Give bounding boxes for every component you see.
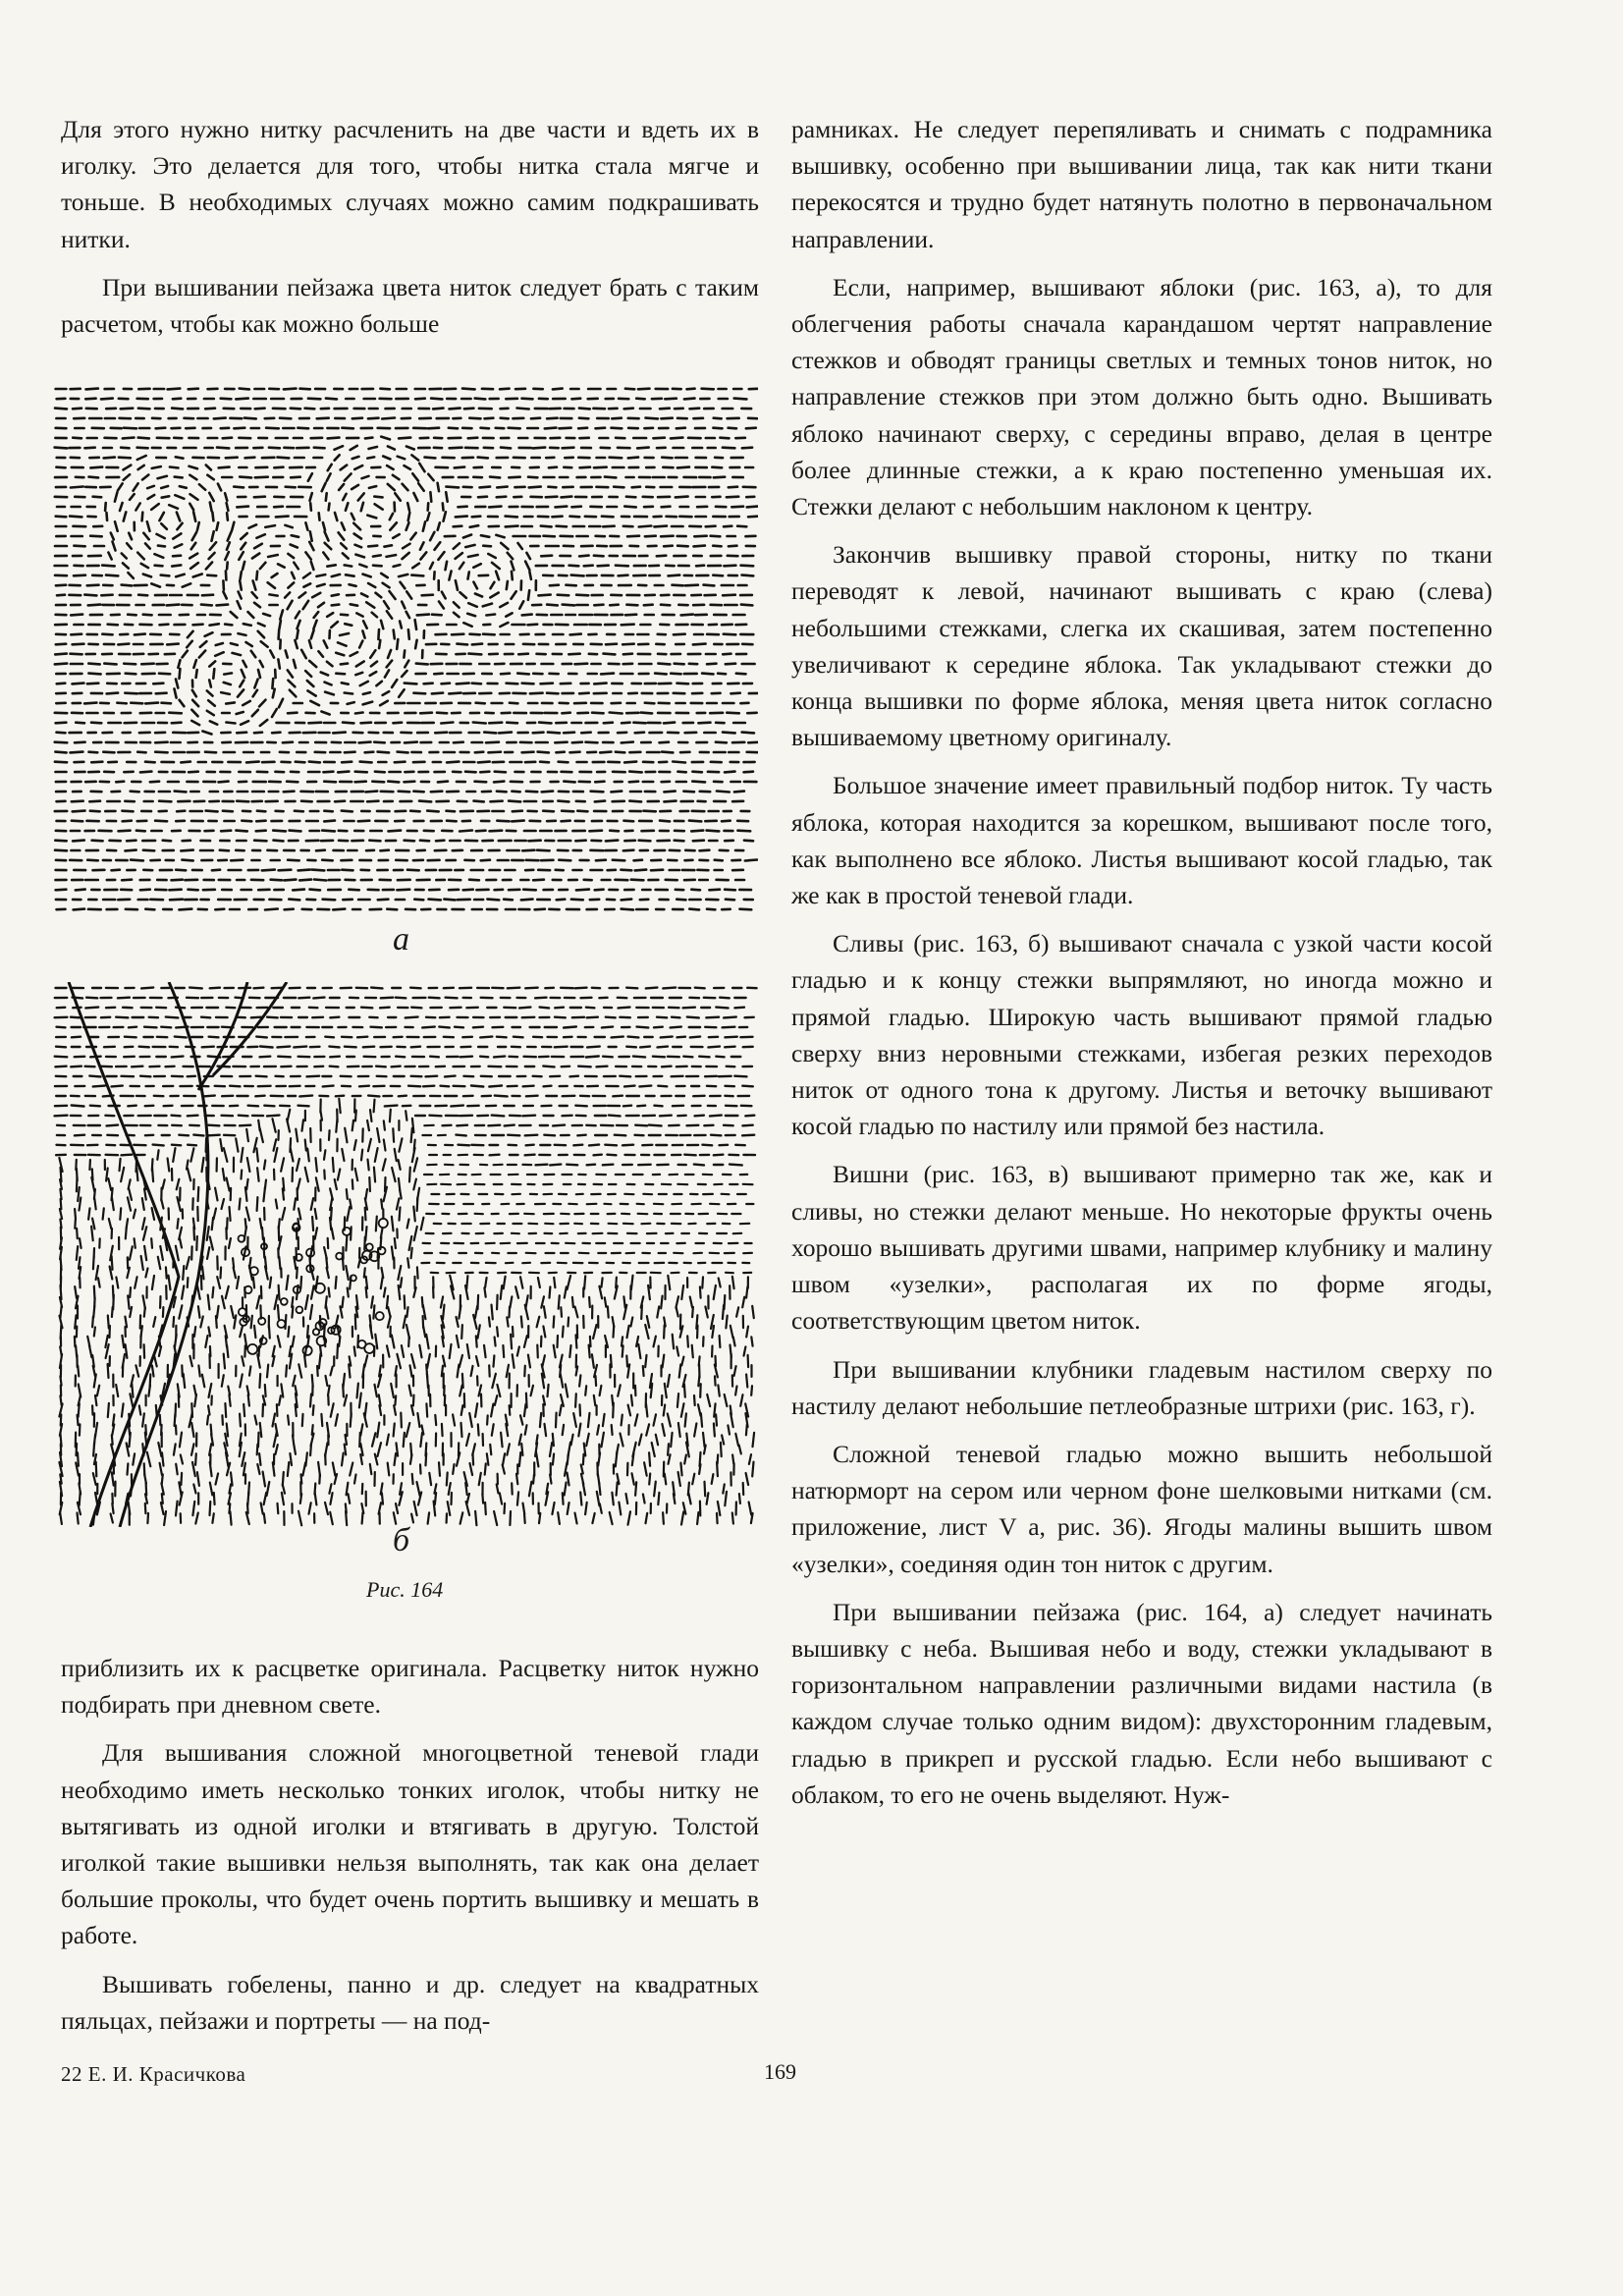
paragraph: Большое значение имеет правильный подбор ниток. Ту часть яблока, которая находится за корешком, вышивают после того, как выполнено все яблоко. Листья вышивают косой гладью, так же как в простой теневой глади. [791, 771, 1492, 910]
left-column-top [61, 111, 759, 342]
paragraph: При вышивании пейзажа цвета ниток следует брать с таким расчетом, чтобы как можно больше [61, 272, 759, 339]
figure-label-b: б [393, 1522, 410, 1558]
paragraph: Для этого нужно нитку расчленить на две части и вдеть их в иголку. Это делается для того, чтобы нитка стала мягче и тоньше. В необходимых случаях можно самим подкрашивать нитки. [61, 115, 759, 253]
paragraph: Для вышивания сложной многоцветной теневой глади необходимо иметь несколько тонких иголок, чтобы нитку не вытягивать из одной иголки и втягивать в другую. Толстой иголкой такие вышивки нельзя выполнять, так как она делает большие проколы, что будет очень портить вышивку и мешать в работе. [61, 1738, 759, 1950]
paragraph: Сложной теневой гладью можно вышить небольшой натюрморт на сером или черном фоне шелковыми нитками (см. приложение, лист V а, рис. 36). Ягоды малины вышить швом «узелки», соединяя один тон ниток с другим. [791, 1439, 1492, 1578]
figure-164a-sky-clouds [51, 383, 758, 918]
paragraph: Вышивать гобелены, панно и др. следует на квадратных пяльцах, пейзажи и портреты — на под- [61, 1969, 759, 2035]
paragraph: Сливы (рис. 163, б) вышивают сначала с узкой части косой гладью и к концу стежки выпрямляют, но иногда можно и прямой гладью. Широкую часть вышивают прямой гладью сверху вниз неровными стежками, избегая резких переходов ниток от одного тона к другому. Листья и веточку вышивают косой гладью по настилу или прямой без настила. [791, 929, 1492, 1141]
paragraph: При вышивании клубники гладевым настилом сверху по настилу делают небольшие петлеобразные штрихи (рис. 163, г). [791, 1354, 1492, 1420]
paragraph: Если, например, вышивают яблоки (рис. 163, а), то для облегчения работы сначала карандашом чертят направление стежков и обводят границы светлых и темных тонов ниток, но направление стежков при этом должно быть одно. Вышивать яблоко начинают сверху, с середины вправо, делая в центре более длинные стежки, а к краю постепенно уменьшая их. Стежки делают с небольшим наклоном к центру. [791, 272, 1492, 521]
left-column-bottom [61, 1650, 759, 2039]
paragraph: Вишни (рис. 163, в) вышивают примерно так же, как и сливы, но стежки делают меньше. Но некоторые фрукты очень хорошо вышивать другими швами, например клубнику и малину швом «узелки», располагая их по форме ягоды, соответствующим цветом ниток. [791, 1160, 1492, 1336]
figure-label-a: а [393, 921, 409, 957]
paragraph: При вышивании пейзажа (рис. 164, а) следует начинать вышивку с неба. Вышивая небо и воду, стежки укладывают в горизонтальном направлении различными видами настила (в каждом случае только одним видом): двухсторонним гладевым, гладью в прикреп и русской гладью. Если небо вышивают с облаком, то его не очень выделяют. Нуж- [791, 1597, 1492, 1809]
figure-164b-landscape [51, 982, 758, 1527]
paragraph: рамниках. Не следует перепяливать и снимать с подрамника вышивку, особенно при вышивании лица, так как нити ткани перекосятся и трудно будет натянуть полотно в первоначальном направлении. [791, 115, 1492, 253]
paragraph: приблизить их к расцветке оригинала. Расцветку ниток нужно подбирать при дневном свете. [61, 1654, 759, 1720]
right-column [791, 111, 1492, 1813]
figure-caption: Рис. 164 [366, 1577, 444, 1602]
paragraph: Закончив вышивку правой стороны, нитку по ткани переводят к левой, начинают вышивать с краю (слева) небольшими стежками, слегка их скашивая, затем постепенно увеличивают к середине яблока. Так укладывают стежки до конца вышивки по форме яблока, меняя цвета ниток согласно вышиваемому цветному оригиналу. [791, 540, 1492, 752]
footer-signature: 22 Е. И. Красичкова [61, 2062, 246, 2086]
page-number: 169 [764, 2059, 796, 2084]
